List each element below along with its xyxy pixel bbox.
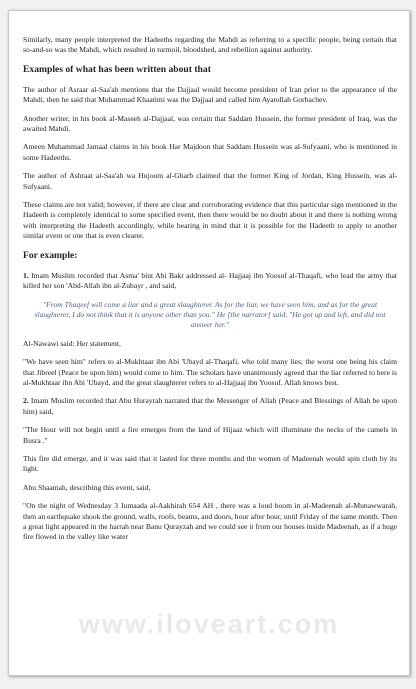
document-page — [8, 10, 410, 676]
paragraph: "The Hour will not begin until a fire emerges from the land of Hijaaz which will illuminate the necks of the camels in Busra ." — [23, 425, 397, 445]
page-content — [23, 35, 397, 551]
paragraph: The author of Ashraat al-Saa'ah wa Hujoom al-Gharb claimed that the former King of Jordan, King Hussein, was al-Sufyaani. — [23, 171, 397, 191]
paragraph: "On the night of Wednesday 3 Jumaada al-Aakhirah 654 AH , there was a loud boom in al-Madeenah al-Munawwarah, then an earthquake shook the ground, walls, roofs, beams, and doors, hour after hour, until Friday of the same month. Then a great light appeared in the harrah near Banu Qurayzah and we could see it from our houses inside Madeenah, as if a huge fire flowed in the valley like water — [23, 501, 397, 542]
item-number: 1. — [23, 270, 29, 280]
hadeeth-quote: "From Thaqeef will come a liar and a great slaughterer. As for the liar, we have seen him, and as for the great slaughterer, I do not think that it is anyone other than you." He [the narrator] said, "He got up and left, and did not answer her." — [34, 299, 386, 330]
paragraph: "We have seen him" refers to al-Mukhtaar ibn Abi 'Ubayd al-Thaqafi, who told many lies; the worst one being his claim that Jibreel (Peace be upon him) would come to him. The scholars have unanimously agreed that the liar referred to here is al-Mukhtaar ibn Abi 'Ubayd, and the great slaughterer refers to al-Hajjaaj ibn Yoosuf. Allah knows best. — [23, 357, 397, 387]
section-heading: For example: — [23, 249, 78, 261]
paragraph: Ameen Muhammad Jamaal claims in his book Har Majdoon that Saddam Hussein was al-Sufyaani, who is mentioned in some Hadeeths. — [23, 142, 397, 162]
paragraph: This fire did emerge, and it was said that it lasted for three months and the women of Madeenah would spin cloth by its light. — [23, 453, 397, 474]
paragraph: These claims are not valid; however, if there are clear and corroborating evidence that this particular sign mentioned in the Hadeeth is completely identical to some specified event, then there would be no doubt about it and there is nothing wrong with interpreting the Hadeeth accordingly, while bearing in mind that it is possible for the Hadeeth to apply to another similar event or one that is even clearer. — [23, 200, 397, 241]
paragraph: Al-Nawawi said: Her statement, — [23, 338, 121, 348]
watermark: www.iloveart.com — [78, 609, 340, 639]
numbered-paragraph — [23, 396, 397, 417]
paragraph-text: Imam Muslim recorded that Asma' bint Abi Bakr addressed al- Hajjaaj ibn Yoosuf al-Thaqafi, who lead the army that killed her son 'Abd-Allah ibn al-Zubayr , and said, — [23, 270, 398, 291]
numbered-paragraph — [23, 271, 397, 292]
paragraph: The author of Asraar al-Saa'ah mentions that the Dajjaal would become president of Iran prior to the appearance of the Mahdi, then he said that Muhammad Khaatimi was the Dajjaal and called him Ayatollah Gorbachev. — [23, 84, 397, 105]
paragraph: Another writer, in his book al-Maseeh al-Dajjaal, was certain that Saddam Hussein, the former president of Iraq, was the awaited Mahdi. — [23, 113, 397, 134]
item-number: 2. — [23, 396, 29, 406]
section-heading: Examples of what has been written about that — [23, 63, 211, 75]
paragraph-text: Imam Muslim recorded that Abu Hurayrah narrated that the Messenger of Allah (Peace and Blessings of Allah be upon him) said, — [23, 396, 397, 416]
paragraph: Abu Shaamah, describing this event, said, — [23, 482, 151, 492]
paragraph: Similarly, many people interpreted the Hadeeths regarding the Mahdi as referring to a specific people, being certain that so-and-so was the Mahdi, which resulted in turmoil, bloodshed, and rebellion against authority. — [23, 35, 397, 55]
